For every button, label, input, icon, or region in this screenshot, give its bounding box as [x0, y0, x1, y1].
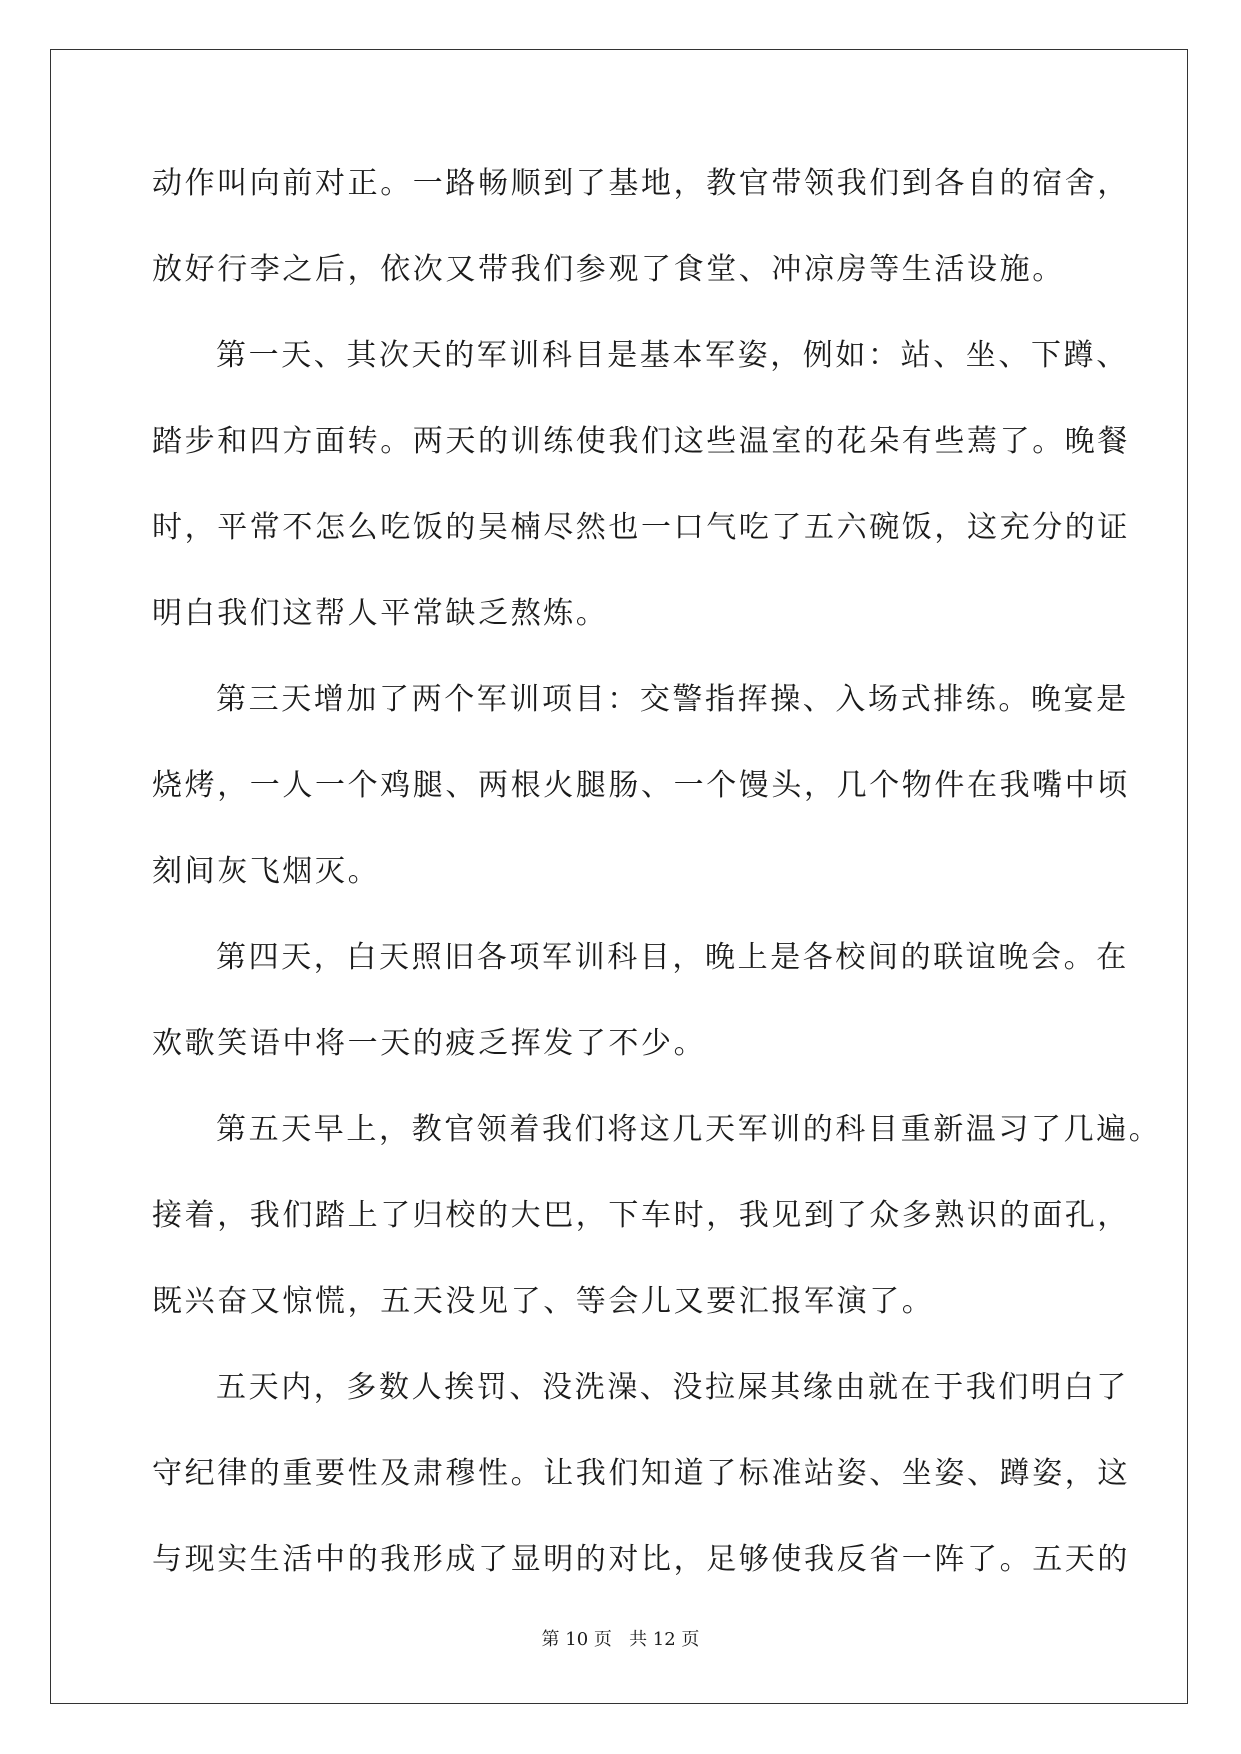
text-line: 既兴奋又惊慌，五天没见了、等会儿又要汇报军演了。	[152, 1284, 935, 1319]
paragraph-start-line: 第一天、其次天的军训科目是基本军姿，例如：站、坐、下蹲、	[216, 338, 1129, 373]
text-line: 守纪律的重要性及肃穆性。让我们知道了标准站姿、坐姿、蹲姿，这	[152, 1456, 1130, 1491]
text-line: 刻间灰飞烟灭。	[152, 854, 381, 889]
text-line: 与现实生活中的我形成了显明的对比，足够使我反省一阵了。五天的	[152, 1542, 1130, 1577]
paragraph-start-line: 五天内，多数人挨罚、没洗澡、没拉屎其缘由就在于我们明白了	[216, 1370, 1129, 1405]
paragraph-start-line: 第三天增加了两个军训项目：交警指挥操、入场式排练。晚宴是	[216, 682, 1129, 717]
document-body	[152, 162, 1162, 1581]
page-total: 共 12 页	[629, 1629, 700, 1650]
text-line: 烧烤，一人一个鸡腿、两根火腿肠、一个馒头，几个物件在我嘴中顷	[152, 768, 1130, 803]
text-line: 踏步和四方面转。两天的训练使我们这些温室的花朵有些蔫了。晚餐	[152, 424, 1130, 459]
text-line: 欢歌笑语中将一天的疲乏挥发了不少。	[152, 1026, 707, 1061]
text-line: 时，平常不怎么吃饭的吴楠尽然也一口气吃了五六碗饭，这充分的证	[152, 510, 1130, 545]
page-number: 第 10 页	[541, 1629, 612, 1650]
text-line: 动作叫向前对正。一路畅顺到了基地，教官带领我们到各自的宿舍，	[152, 166, 1130, 201]
text-line: 明白我们这帮人平常缺乏熬炼。	[152, 596, 609, 631]
paragraph-start-line: 第四天，白天照旧各项军训科目，晚上是各校间的联谊晚会。在	[216, 940, 1129, 975]
text-line: 接着，我们踏上了归校的大巴，下车时，我见到了众多熟识的面孔，	[152, 1198, 1130, 1233]
page-footer	[0, 1625, 1241, 1651]
text-line: 放好行李之后，依次又带我们参观了食堂、冲凉房等生活设施。	[152, 252, 1065, 287]
paragraph-start-line: 第五天早上，教官领着我们将这几天军训的科目重新温习了几遍。	[216, 1112, 1162, 1147]
